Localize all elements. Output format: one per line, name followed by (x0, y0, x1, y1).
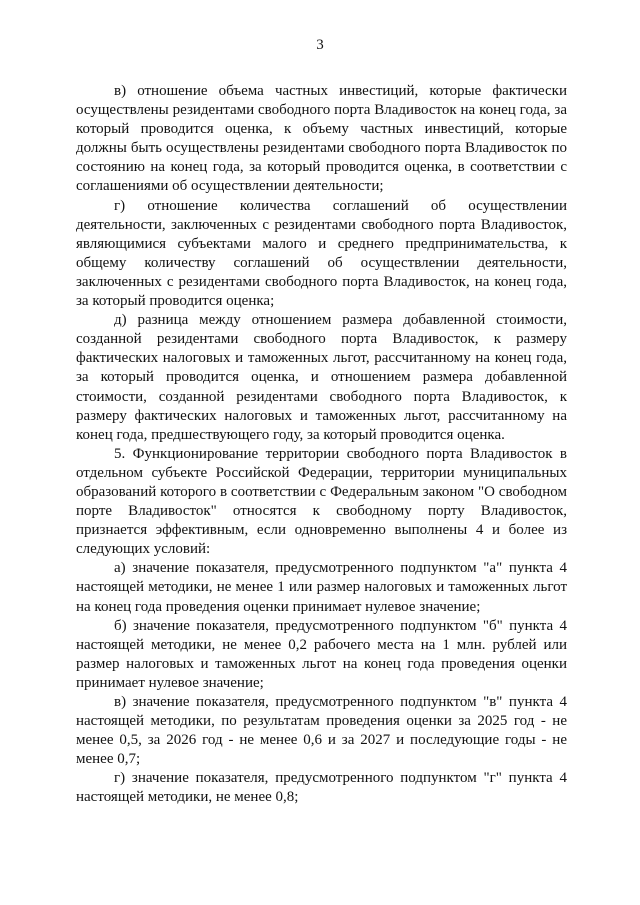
paragraph-condition-b: б) значение показателя, предусмотренного подпунктом "б" пункта 4 настоящей методики, не менее 0,2 рабочего места на 1 млн. рублей или размер налоговых и таможенных льгот на конец года проведения оценки принимает нулевое значение; (76, 617, 567, 691)
paragraph-condition-v: в) значение показателя, предусмотренного подпунктом "в" пункта 4 настоящей методики, по результатам проведения оценки за 2025 год - не менее 0,5, за 2026 год - не менее 0,6 и за 2027 и последующие годы - не менее 0,7; (76, 694, 567, 768)
paragraph-g-sme-agreements: г) отношение количества соглашений об осуществлении деятельности, заключенных с резидентами свободного порта Владивосток, являющимися субъектами малого и среднего предпринимательства, к общему количеству соглашений об осуществлении деятельности, заключенных с резидентами свободного порта Владивосток, на конец года, за который проводится оценка; (76, 197, 567, 310)
page-number: 3 (316, 37, 324, 53)
paragraph-d-value-added: д) разница между отношением размера добавленной стоимости, созданной резидентами свободного порта Владивосток, к размеру фактических налоговых и таможенных льгот, рассчитанному на конец года, за который проводится оценка, и отношением размера добавленной стоимости, созданной резидентами свободного порта Владивосток, к размеру фактических налоговых и таможенных льгот, рассчитанному на конец года, предшествующего году, за который проводится оценка. (76, 312, 567, 443)
paragraph-v-private-investment: в) отношение объема частных инвестиций, которые фактически осуществлены резидентами свободного порта Владивосток на конец года, за который проводится оценка, к объему частных инвестиций, которые должны быть осуществлены резидентами свободного порта Владивосток по состоянию на конец года, за который проводится оценка, в соответствии с соглашениями об осуществлении деятельности; (76, 83, 567, 195)
document-body (76, 82, 567, 808)
paragraph-condition-g: г) значение показателя, предусмотренного подпунктом "г" пункта 4 настоящей методики, не менее 0,8; (76, 770, 567, 806)
paragraph-condition-a: а) значение показателя, предусмотренного подпунктом "а" пункта 4 настоящей методики, не менее 1 или размер налоговых и таможенных льгот на конец года проведения оценки принимает нулевое значение; (76, 560, 567, 615)
paragraph-5-efficiency: 5. Функционирование территории свободного порта Владивосток в отдельном субъекте Российской Федерации, территории муниципальных образований которого в соответствии с Федеральным законом "О свободном порте Владивосток" относятся к свободному порту Владивосток, признается эффективным, если одновременно выполнены 4 и более из следующих условий: (76, 445, 567, 558)
